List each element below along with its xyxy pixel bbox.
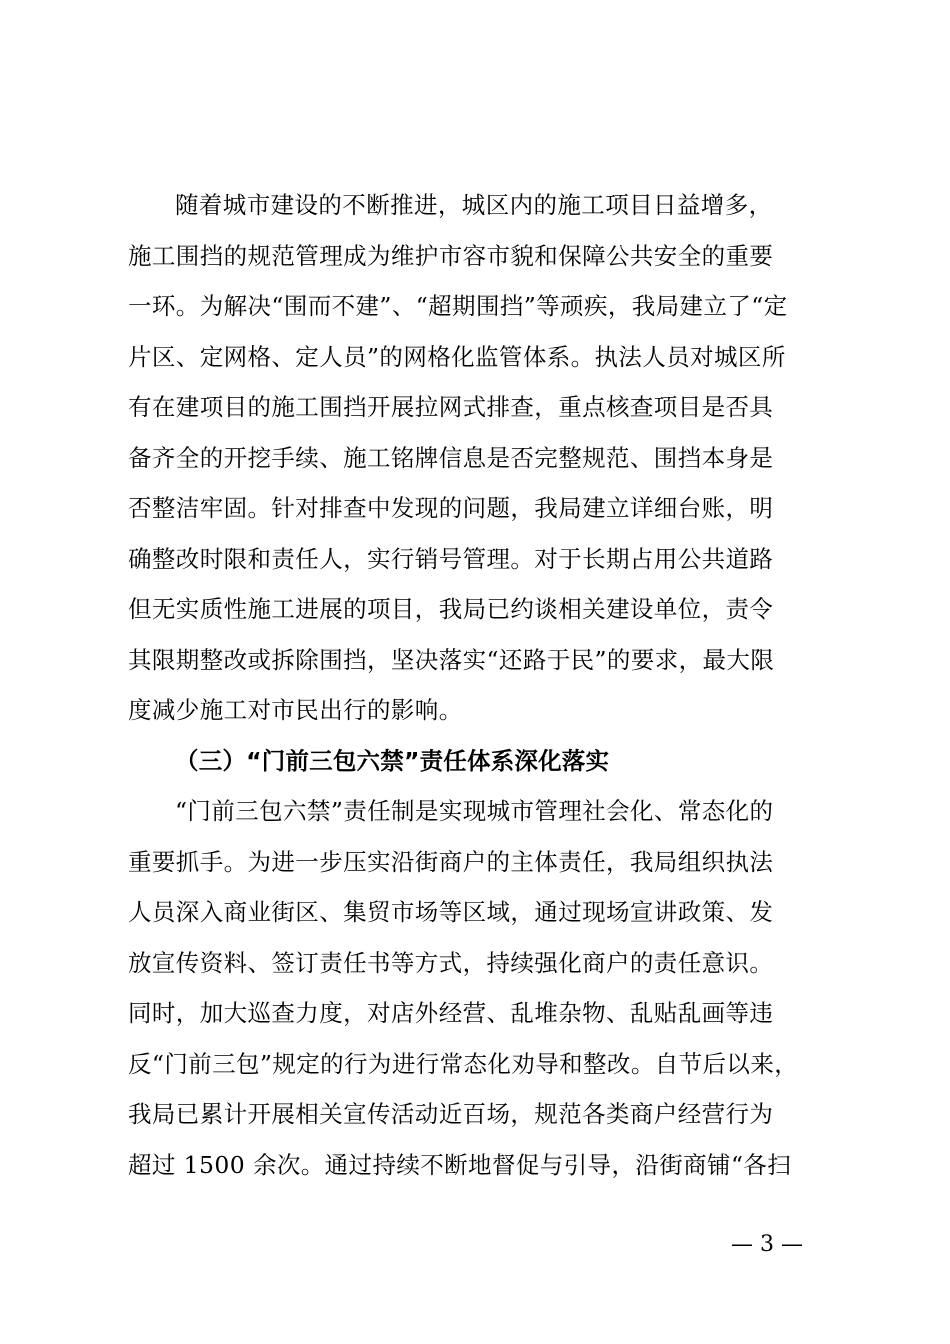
paragraph-2-line: 我局已累计开展相关宣传活动近百场，规范各类商户经营行为 [128, 1100, 774, 1128]
paragraph-1-line: 一环。为解决“围而不建”、“超期围挡”等顽疾，我局建立了“定 [128, 292, 788, 320]
paragraph-1-line: 随着城市建设的不断推进，城区内的施工项目日益增多， [175, 191, 773, 219]
paragraph-1-line: 有在建项目的施工围挡开展拉网式排查，重点核查项目是否具 [128, 393, 774, 421]
section-heading: （三）“门前三包六禁”责任体系深化落实 [175, 746, 610, 775]
paragraph-2-line: “门前三包六禁”责任制是实现城市管理社会化、常态化的 [175, 797, 774, 825]
document-body [128, 180, 833, 1190]
paragraph-1-line: 片区、定网格、定人员”的网格化监管体系。执法人员对城区所 [128, 342, 786, 371]
paragraph-2-line: 人员深入商业街区、集贸市场等区域，通过现场宣讲政策、发 [128, 898, 774, 926]
paragraph-2-line: 反“门前三包”规定的行为进行常态化劝导和整改。自节后以来， [128, 1049, 799, 1078]
paragraph-1-line: 备齐全的开挖手续、施工铭牌信息是否完整规范、围挡本身是 [128, 443, 774, 472]
paragraph-2-line: 同时，加大巡查力度，对店外经营、乱堆杂物、乱贴乱画等违 [128, 999, 774, 1027]
paragraph-2-line: 放宣传资料、签订责任书等方式，持续强化商户的责任意识。 [128, 948, 774, 977]
paragraph-1-line: 其限期整改或拆除围挡，坚决落实“还路于民”的要求，最大限 [128, 645, 775, 674]
paragraph-1-line: 度减少施工对市民出行的影响。 [128, 696, 463, 724]
paragraph-1-line: 但无实质性施工进展的项目，我局已约谈相关建设单位，责令 [128, 595, 774, 623]
paragraph-1-line: 否整洁牢固。针对排查中发现的问题，我局建立详细台账，明 [128, 494, 774, 522]
paragraph-2-line: 超过 1500 余次。通过持续不断地督促与引导，沿街商铺“各扫 [128, 1150, 792, 1179]
paragraph-1-line: 施工围挡的规范管理成为维护市容市貌和保障公共安全的重要 [128, 241, 774, 270]
paragraph-2-line: 重要抓手。为进一步压实沿街商户的主体责任，我局组织执法 [128, 847, 774, 876]
paragraph-1-line: 确整改时限和责任人，实行销号管理。对于长期占用公共道路 [128, 544, 774, 573]
page-number: — 3 — [731, 1232, 803, 1257]
